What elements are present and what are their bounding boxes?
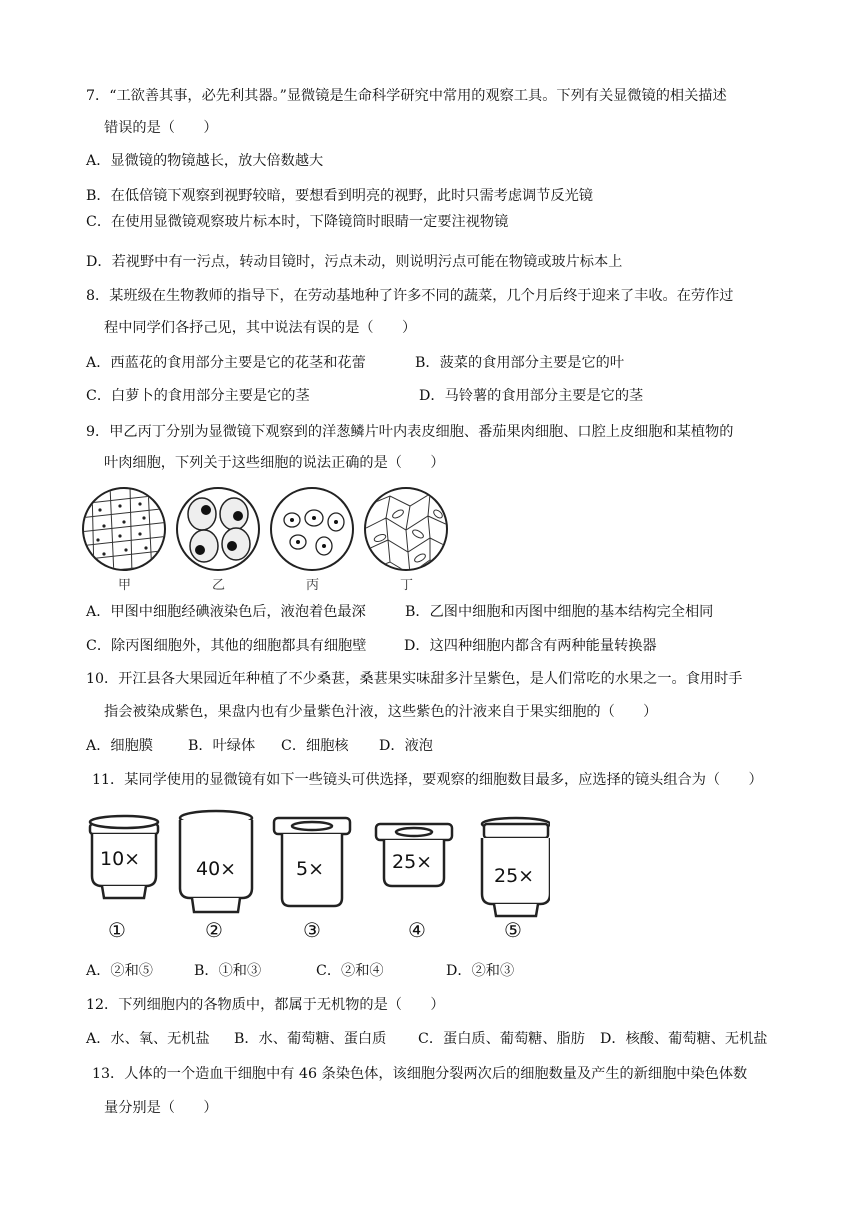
- q8-option-d: D．马铃薯的食用部分主要是它的茎: [419, 388, 644, 404]
- q7-option-d: D．若视野中有一污点，转动目镜时，污点未动，则说明污点可能在物镜或玻片标本上: [86, 254, 623, 270]
- fig-label-ding: 丁: [400, 578, 414, 593]
- lens-3-magnification: 5×: [296, 858, 325, 880]
- q12-stem: 12．下列细胞内的各物质中，都属于无机物的是（ ）: [86, 997, 445, 1013]
- q9-option-b: B．乙图中细胞和丙图中细胞的基本结构完全相同: [405, 604, 714, 620]
- q12-option-d: D．核酸、葡萄糖、无机盐: [600, 1031, 768, 1047]
- q9-stem-line2: 叶肉细胞，下列关于这些细胞的说法正确的是（ ）: [104, 455, 445, 471]
- onion-cells-circle: [80, 486, 170, 576]
- q8-stem-line2: 程中同学们各抒己见，其中说法有误的是（ ）: [104, 320, 417, 336]
- q9-option-a: A．甲图中细胞经碘液染色后，液泡着色最深: [86, 604, 366, 620]
- q8-stem-line1: 8．某班级在生物教师的指导下，在劳动基地种了许多不同的蔬菜，几个月后终于迎来了丰收。在劳作过: [86, 288, 734, 304]
- fig-label-yi: 乙: [212, 578, 226, 593]
- q12-option-a: A．水、氧、无机盐: [86, 1031, 210, 1047]
- q10-option-a: A．细胞膜: [86, 738, 153, 754]
- q11-option-b: B．①和③: [194, 963, 262, 979]
- leaf-cells-circle: [365, 488, 450, 574]
- q13-stem-line1: 13．人体的一个造血干细胞中有 46 条染色体，该细胞分裂两次后的细胞数量及产生的新细胞中染色体数: [92, 1066, 748, 1082]
- q8-option-a: A．西蓝花的食用部分主要是它的花茎和花蕾: [86, 355, 366, 371]
- q7-option-b: B．在低倍镜下观察到视野较暗，要想看到明亮的视野，此时只需考虑调节反光镜: [86, 188, 593, 204]
- q7-option-a: A．显微镜的物镜越长，放大倍数越大: [86, 153, 324, 169]
- q11-stem: 11．某同学使用的显微镜有如下一些镜头可供选择，要观察的细胞数目最多，应选择的镜头组合为（ ）: [92, 772, 763, 788]
- tomato-cells-circle: [177, 488, 259, 570]
- q10-option-d: D．液泡: [379, 738, 433, 754]
- q7-stem-line2: 错误的是（ ）: [104, 120, 218, 136]
- q11-option-c: C．②和④: [316, 963, 384, 979]
- lens-1-magnification: 10×: [100, 848, 141, 870]
- cheek-cells-circle: [271, 488, 353, 570]
- q13-stem-line2: 量分别是（ ）: [104, 1100, 218, 1116]
- lens-4-number: ④: [408, 918, 426, 942]
- q7-option-c: C．在使用显微镜观察玻片标本时，下降镜筒时眼睛一定要注视物镜: [86, 214, 509, 230]
- q8-option-b: B．菠菜的食用部分主要是它的叶: [415, 355, 625, 371]
- q10-option-c: C．细胞核: [281, 738, 349, 754]
- q11-option-d: D．②和③: [446, 963, 515, 979]
- lens-1-number: ①: [108, 918, 126, 942]
- lens-3-number: ③: [303, 918, 321, 942]
- q10-option-b: B．叶绿体: [188, 738, 256, 754]
- q12-option-c: C．蛋白质、葡萄糖、脂肪: [418, 1031, 585, 1047]
- q12-option-b: B．水、葡萄糖、蛋白质: [234, 1031, 387, 1047]
- q10-stem-line2: 指会被染成紫色，果盘内也有少量紫色汁液，这些紫色的汁液来自于果实细胞的（ ）: [104, 704, 658, 720]
- q11-option-a: A．②和⑤: [86, 963, 153, 979]
- lens-2-magnification: 40×: [196, 858, 237, 880]
- q9-stem-line1: 9．甲乙丙丁分别为显微镜下观察到的洋葱鳞片叶内表皮细胞、番茄果肉细胞、口腔上皮细胞和某植物的: [86, 424, 734, 440]
- q7-stem-line1: 7．“工欲善其事，必先利其器。”显微镜是生命科学研究中常用的观察工具。下列有关显微镜的相关描述: [86, 88, 727, 104]
- lens-5-number: ⑤: [504, 918, 522, 942]
- lens-2-number: ②: [205, 918, 223, 942]
- fig-label-bing: 丙: [306, 578, 320, 593]
- lens-4-magnification: 25×: [392, 851, 433, 873]
- q10-stem-line1: 10．开江县各大果园近年种植了不少桑葚，桑葚果实味甜多汁呈紫色，是人们常吃的水果之一。食用时手: [86, 671, 743, 687]
- q8-option-c: C．白萝卜的食用部分主要是它的茎: [86, 388, 310, 404]
- q9-option-c: C．除丙图细胞外，其他的细胞都具有细胞壁: [86, 638, 367, 654]
- lens-5-magnification: 25×: [494, 865, 535, 887]
- q9-option-d: D．这四种细胞内都含有两种能量转换器: [404, 638, 657, 654]
- fig-label-jia: 甲: [118, 578, 132, 593]
